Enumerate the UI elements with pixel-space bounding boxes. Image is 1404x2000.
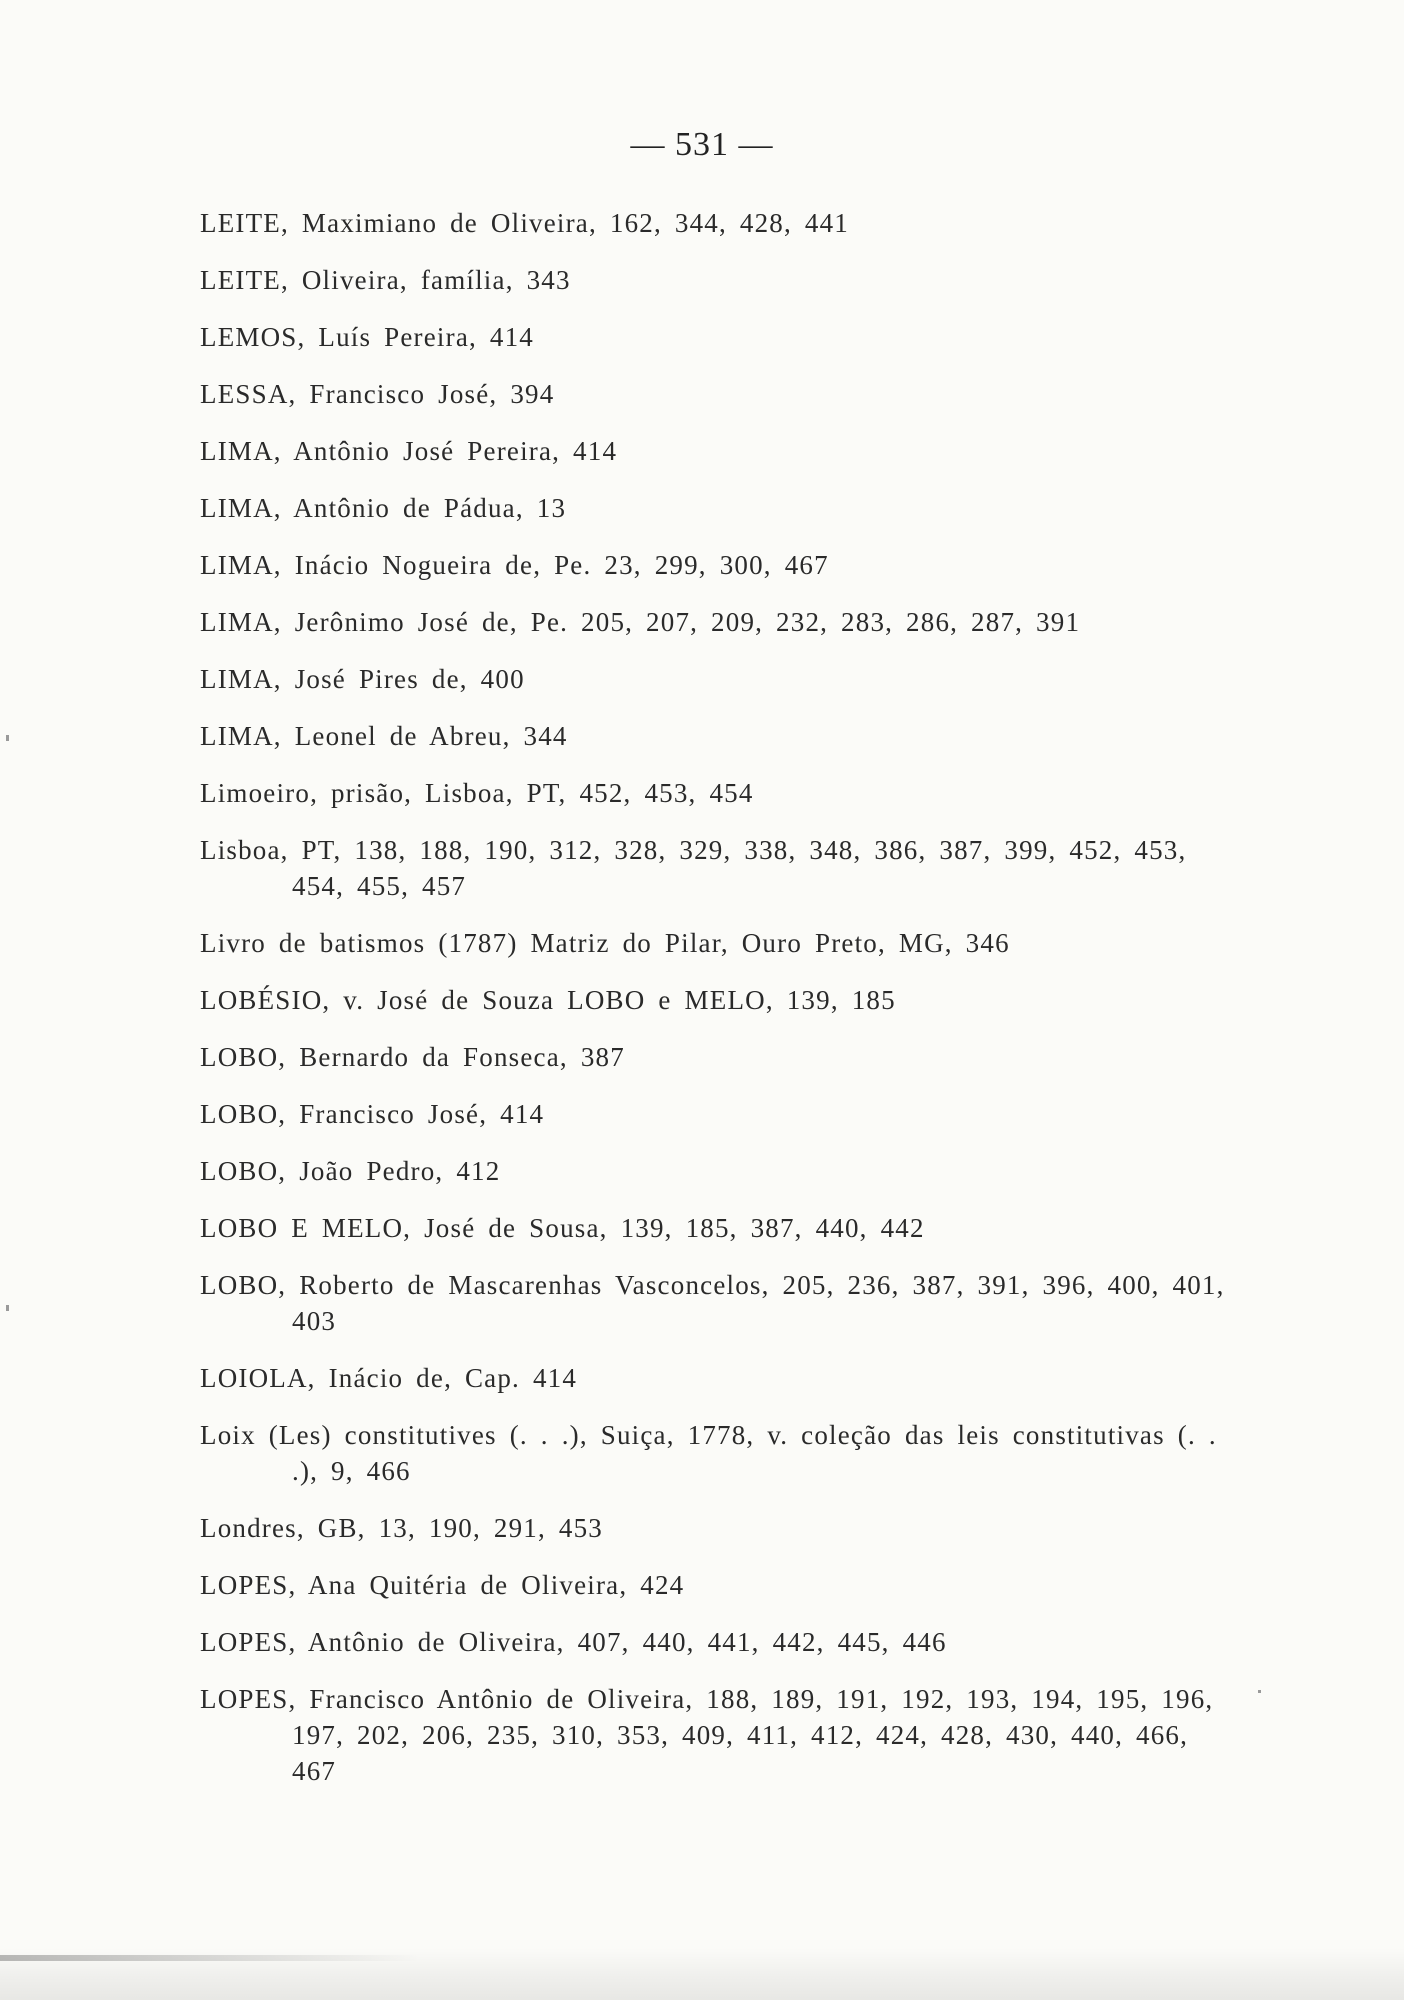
index-list xyxy=(200,205,1240,1810)
scan-speck xyxy=(6,735,9,741)
page-number: — 531 — xyxy=(630,126,774,163)
scan-speck xyxy=(1258,1690,1261,1693)
index-entry: LOPES, Francisco Antônio de Oliveira, 188, 189, 191, 192, 193, 194, 195, 196, 197, 202, 206, 235, 310, 353, 409, 411, 412, 424, 428, 430, 440, 466, 467 xyxy=(200,1684,1214,1786)
index-entry: LEMOS, Luís Pereira, 414 xyxy=(200,322,535,352)
index-entry: LOPES, Antônio de Oliveira, 407, 440, 441, 442, 445, 446 xyxy=(200,1627,947,1657)
index-entry: Limoeiro, prisão, Lisboa, PT, 452, 453, 454 xyxy=(200,778,754,808)
index-entry: LIMA, Leonel de Abreu, 344 xyxy=(200,721,568,751)
index-entry: LOBO, Bernardo da Fonseca, 387 xyxy=(200,1042,625,1072)
index-entry: LOBÉSIO, v. José de Souza LOBO e MELO, 139, 185 xyxy=(200,985,896,1015)
scan-speck xyxy=(6,1305,9,1311)
index-entry: LOBO, João Pedro, 412 xyxy=(200,1156,501,1186)
index-entry: LIMA, Antônio José Pereira, 414 xyxy=(200,436,618,466)
index-entry: Lisboa, PT, 138, 188, 190, 312, 328, 329, 338, 348, 386, 387, 399, 452, 453, 454, 455, 457 xyxy=(200,835,1187,901)
scan-streak xyxy=(0,1955,420,1961)
index-entry: LESSA, Francisco José, 394 xyxy=(200,379,555,409)
index-entry: LIMA, Inácio Nogueira de, Pe. 23, 299, 300, 467 xyxy=(200,550,829,580)
index-entry: Livro de batismos (1787) Matriz do Pilar, Ouro Preto, MG, 346 xyxy=(200,928,1010,958)
index-entry: LOPES, Ana Quitéria de Oliveira, 424 xyxy=(200,1570,685,1600)
index-entry: LEITE, Oliveira, família, 343 xyxy=(200,265,571,295)
index-entry: Loix (Les) constitutives (. . .), Suiça, 1778, v. coleção das leis constitutivas (. . .), 9, 466 xyxy=(200,1420,1217,1486)
index-entry: Londres, GB, 13, 190, 291, 453 xyxy=(200,1513,603,1543)
index-entry: LOBO, Francisco José, 414 xyxy=(200,1099,545,1129)
index-entry: LOBO, Roberto de Mascarenhas Vasconcelos, 205, 236, 387, 391, 396, 400, 401, 403 xyxy=(200,1270,1225,1336)
index-entry: LOIOLA, Inácio de, Cap. 414 xyxy=(200,1363,578,1393)
index-entry: LEITE, Maximiano de Oliveira, 162, 344, 428, 441 xyxy=(200,208,849,238)
index-entry: LIMA, Jerônimo José de, Pe. 205, 207, 209, 232, 283, 286, 287, 391 xyxy=(200,607,1081,637)
index-entry: LIMA, José Pires de, 400 xyxy=(200,664,525,694)
index-entry: LOBO E MELO, José de Sousa, 139, 185, 387, 440, 442 xyxy=(200,1213,925,1243)
index-entry: LIMA, Antônio de Pádua, 13 xyxy=(200,493,567,523)
